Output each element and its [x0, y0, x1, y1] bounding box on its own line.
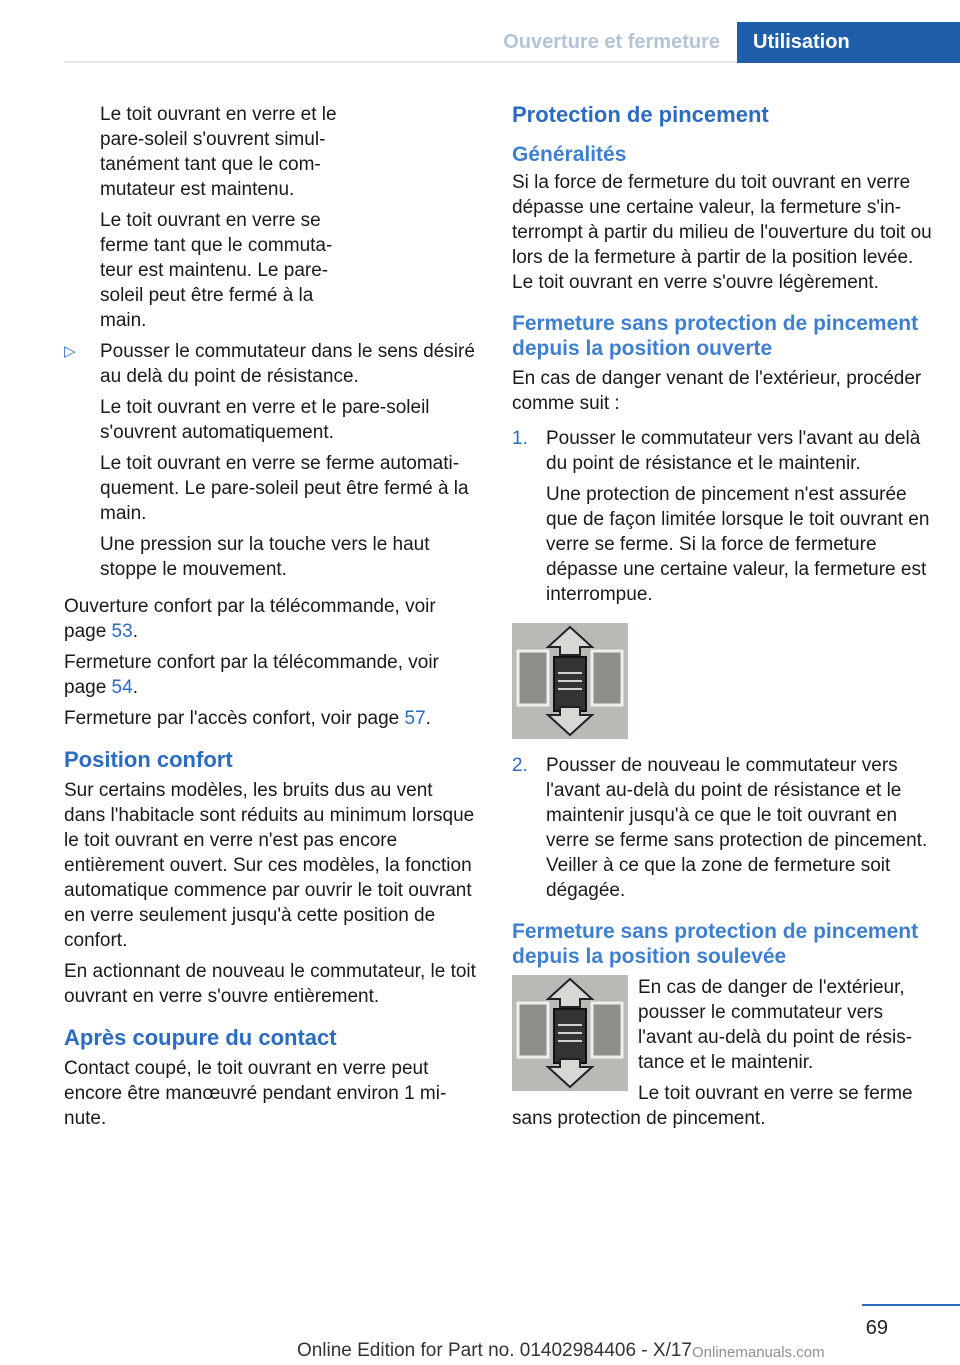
intro-paragraph-2: Le toit ouvrant en verre se ferme tant que le commutateur est maintenu. Le pare-soleil peut être fermé à la main. — [100, 210, 333, 331]
period: . — [425, 708, 431, 729]
bullet-sub-1: Le toit ouvrant en verre et le pare-soleil s'ouvrent automatiquement. — [100, 397, 430, 443]
step-2-text: Pousser de nouveau le commutateur vers l'avant au-delà du point de résistance et le maintenir jusqu'à ce que le toit ouvrant en verre se ferme sans protection de pincement. Veiller à ce que la zone de fermeture soit dégagée. — [546, 755, 928, 901]
bullet-item — [64, 339, 476, 389]
bullet-triangle-icon: ▷ — [64, 343, 76, 360]
step-2-number: 2. — [512, 755, 528, 776]
roof-switch-icon — [512, 623, 628, 739]
open-position-heading: Fermeture sans protection de pincement depuis la position ouverte — [512, 312, 919, 360]
step-1 — [512, 426, 932, 476]
page-link-54[interactable]: 54 — [111, 677, 133, 698]
after-ignition-heading: Après coupure du contact — [64, 1025, 337, 1050]
anti-trap-heading: Protection de pincement — [512, 102, 769, 127]
bullet-sub-3: Une pression sur la touche vers le haut stoppe le mouvement. — [100, 534, 430, 580]
raised-position-paragraph-1: En cas de danger de l'extérieur, pousser le commutateur vers l'avant au-delà du point de résistance et le maintenir. — [638, 977, 913, 1073]
period: . — [132, 621, 138, 642]
position-confort-paragraph-1: Sur certains modèles, les bruits dus au vent dans l'habitacle sont réduits au minimum lorsque le toit ouvrant en verre n'est pas encore entièrement ouvert. Sur ces modèles, la fonction automatique commence par ouvrir le toit ouvrant en verre seulement jusqu'à cette position de confort. — [64, 780, 475, 951]
general-paragraph: Si la force de fermeture du toit ouvrant en verre dépasse une certaine valeur, la fermeture s'interrompt à partir du milieu de l'ouverture du toit ou lors de la fermeture à partir de la position levée. Le toit ouvrant en verre s'ouvre légèrement. — [512, 172, 932, 293]
page-link-53[interactable]: 53 — [111, 621, 133, 642]
step-1-note: Une protection de pincement n'est assurée que de façon limitée lorsque le toit ouvrant en verre se ferme. Si la force de fermeture dépasse une certaine valeur, la fermeture est interrompue. — [546, 484, 930, 605]
reference-remote-close — [64, 650, 476, 700]
open-position-paragraph: En cas de danger venant de l'extérieur, procéder comme suit : — [512, 368, 922, 414]
step-1-number: 1. — [512, 428, 528, 449]
position-confort-paragraph-2: En actionnant de nouveau le commutateur, le toit ouvrant en verre s'ouvre entièrement. — [64, 961, 476, 1007]
footer-rule — [862, 1304, 960, 1306]
step-2 — [512, 753, 932, 903]
page-number: 69 — [865, 1317, 888, 1339]
header-chapter-tab[interactable] — [737, 22, 960, 63]
period: . — [132, 677, 138, 698]
intro-paragraph-1: Le toit ouvrant en verre et le pare-soleil s'ouvrent simultanément tant que le commutateur est maintenu. — [100, 104, 337, 200]
general-heading: Généralités — [512, 143, 627, 166]
edition-note: Online Edition for Part no. 01402984406 - X/17 — [296, 1340, 692, 1361]
header-section-title[interactable]: Ouverture et fermeture — [503, 31, 720, 53]
reference-remote-open — [64, 594, 476, 644]
reference-text: Ouverture confort par la télécommande, voir page — [64, 596, 436, 642]
reference-text: Fermeture par l'accès confort, voir page — [64, 708, 405, 729]
raised-position-heading: Fermeture sans protection de pincement depuis la position soulevée — [512, 920, 919, 968]
header-chapter-label: Utilisation — [753, 31, 850, 53]
reference-text: Fermeture confort par la télécommande, voir page — [64, 652, 439, 698]
switch-illustration-1 — [512, 623, 628, 739]
step-1-text: Pousser le commutateur vers l'avant au delà du point de résistance et le maintenir. — [546, 428, 921, 474]
bullet-sub-2: Le toit ouvrant en verre se ferme automatiquement. Le pare-soleil peut être fermé à la main. — [100, 453, 469, 524]
reference-comfort-access — [64, 706, 476, 731]
bullet-text: Pousser le commutateur dans le sens désiré au delà du point de résistance. — [100, 341, 475, 387]
page-link-57[interactable]: 57 — [404, 708, 426, 729]
roof-switch-icon — [512, 975, 628, 1091]
after-ignition-paragraph: Contact coupé, le toit ouvrant en verre peut encore être manœuvré pendant environ 1 minute. — [64, 1058, 447, 1129]
position-confort-heading: Position confort — [64, 747, 233, 772]
right-column — [512, 102, 932, 1137]
switch-illustration-2 — [512, 975, 628, 1091]
watermark: Onlinemanuals.com — [692, 1344, 825, 1361]
raised-position-paragraph-2: Le toit ouvrant en verre se ferme sans protection de pincement. — [512, 1083, 913, 1129]
left-column — [64, 102, 476, 1137]
